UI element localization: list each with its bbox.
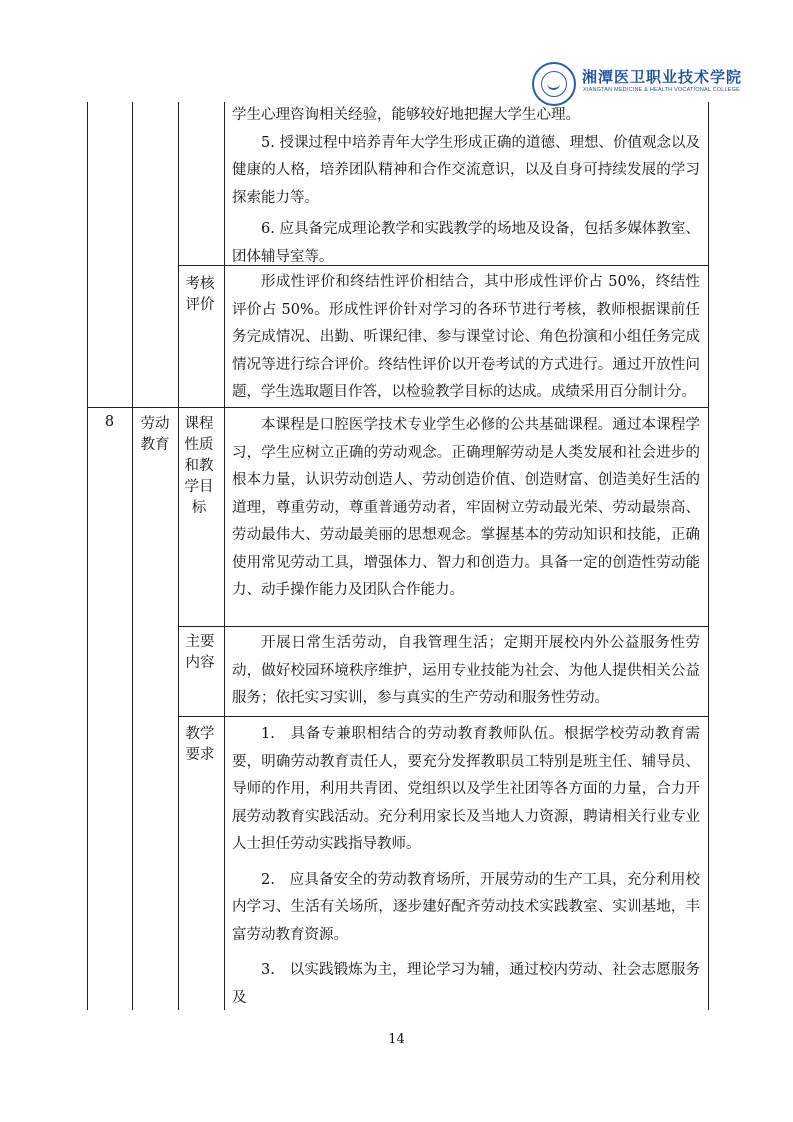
content-label: 主要内容	[185, 634, 215, 671]
assessment-text: 形成性评价和终结性评价相结合，其中形成性评价占 50%，终结性评价占 50%。形成性评价针对学习的各环节进行考核，教师根据课前任务完成情况、出勤、听课纪律、参与课堂讨论、角色扮演和小组任务完成情况等进行综合评价。终结性评价以开卷考试的方式进行。通过开放性问题，学生选取题目作答，以检验教学目标的达成。成绩采用百分制计分。	[232, 274, 700, 400]
content-text: 开展日常生活劳动，自我管理生活；定期开展校内外公益服务性劳动，做好校园环境秩序维护，运用专业技能为社会、为他人提供相关公益服务；依托实习实训，参与真实的生产劳动和服务性劳动。	[232, 635, 700, 706]
requirement-item: 3. 以实践锻炼为主，理论学习为辅，通过校内劳动、社会志愿服务及	[232, 962, 700, 1006]
requirement-item: 2. 应具备安全的劳动教育场所，开展劳动的生产工具，充分利用校内学习、生活有关场所，逐步建好配齐劳动技术实践教室、实训基地，丰富劳动教育资源。	[232, 871, 700, 943]
nature-label: 课程性质和教学目标	[184, 416, 214, 516]
school-name-en: XIANGTAN MEDICINE & HEALTH VOCATIONAL COLLEGE	[583, 87, 741, 93]
course-number: 8	[104, 414, 115, 430]
page-number: 14	[388, 1032, 405, 1047]
course-name: 劳动教育	[140, 416, 170, 453]
teaching-requirements-continued	[232, 102, 700, 271]
requirements-text	[232, 721, 700, 1012]
school-name: 湘潭医卫职业技术学院	[582, 68, 743, 86]
school-emblem-icon	[532, 62, 576, 106]
paragraph: 6. 应具备完成理论教学和实践教学的场地及设备，包括多媒体教室、团体辅导室等。	[232, 221, 700, 265]
course-table	[87, 102, 709, 1010]
paragraph: 学生心理咨询相关经验，能够较好地把握大学生心理。	[232, 107, 580, 123]
requirement-item: 1. 具备专兼职相结合的劳动教育教师队伍。根据学校劳动教育需要，明确劳动教育责任人，要充分发挥教职员工特别是班主任、辅导员、导师的作用，利用共青团、党组织以及学生社团等各方面的力量，合力开展劳动教育实践活动。充分利用家长及当地人力资源，聘请相关行业专业人士担任劳动实践指导教师。	[232, 726, 700, 852]
requirements-label: 教学要求	[185, 726, 215, 763]
nature-text: 本课程是口腔医学技术专业学生必修的公共基础课程。通过本课程学习，学生应树立正确的劳动观念。正确理解劳动是人类发展和社会进步的根本力量，认识劳动创造人、劳动创造价值、创造财富、创造美好生活的道理，尊重劳动，尊重普通劳动者，牢固树立劳动最光荣、劳动最崇高、劳动最伟大、劳动最美丽的思想观念。掌握基本的劳动知识和技能，正确使用常见劳动工具，增强体力、智力和创造力。具备一定的创造性劳动能力、动手操作能力及团队合作能力。	[232, 417, 700, 598]
paragraph: 5. 授课过程中培养青年大学生形成正确的道德、理想、价值观念以及健康的人格，培养团队精神和合作交流意识，以及自身可持续发展的学习探索能力等。	[232, 134, 700, 206]
assessment-label: 考核评价	[185, 276, 215, 313]
